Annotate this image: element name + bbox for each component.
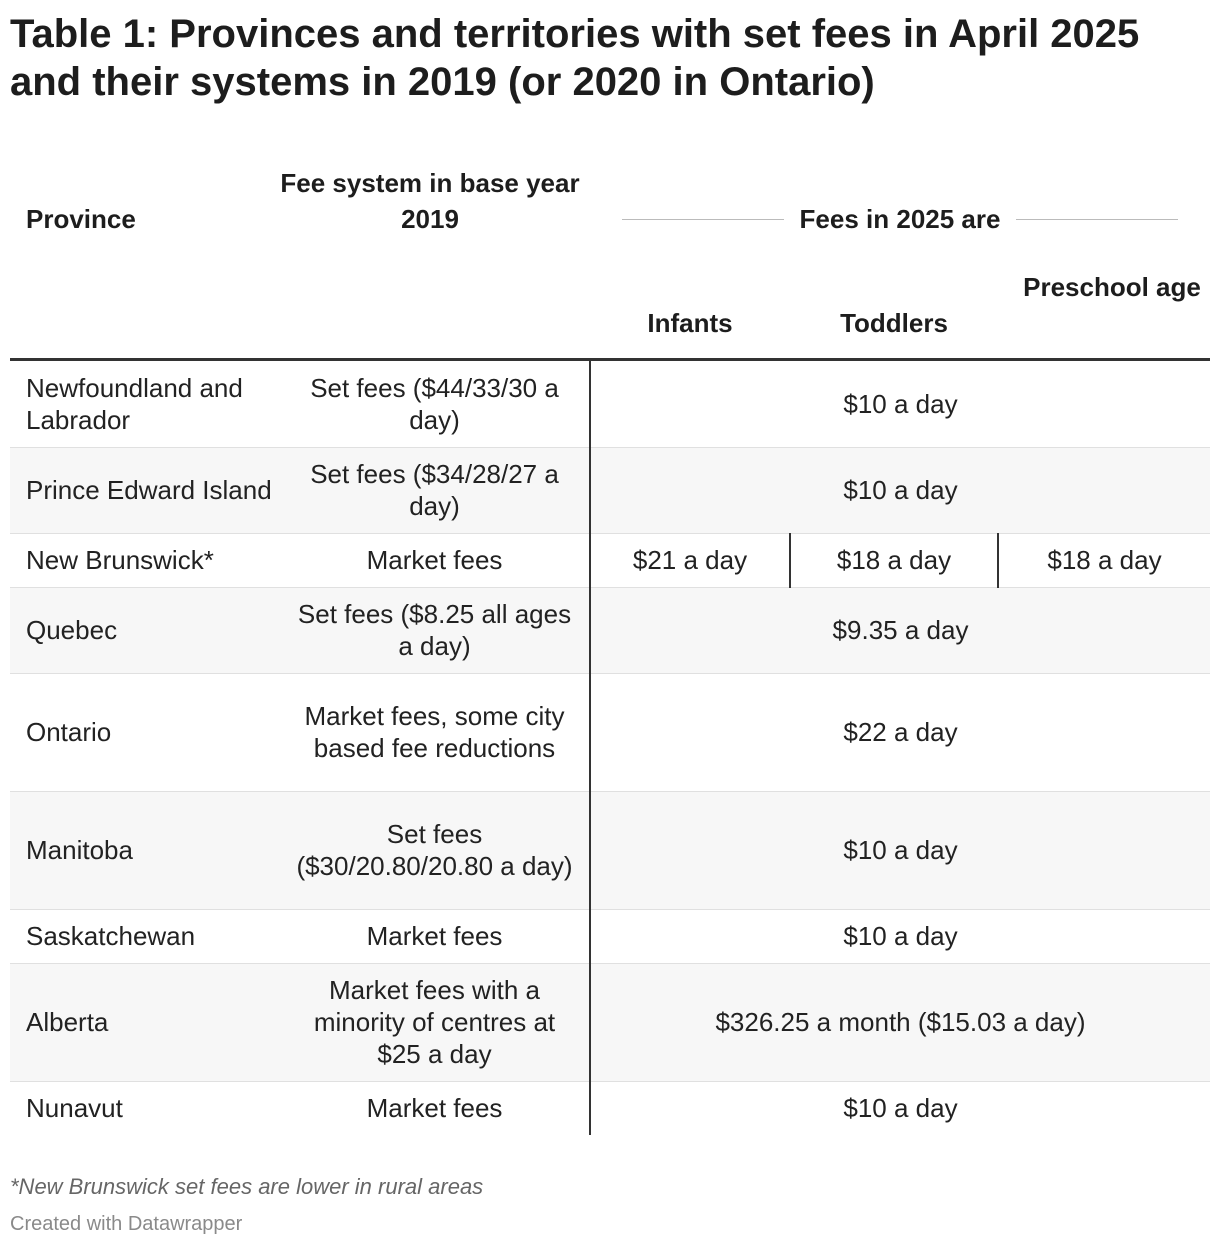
fees-2025-cell: $10 a day xyxy=(843,1093,958,1124)
preschool-fee-cell: $18 a day xyxy=(998,533,1210,587)
table-row xyxy=(10,791,1210,909)
group-rule-left xyxy=(622,219,784,220)
fees-2025-cell: $10 a day xyxy=(590,447,1210,533)
fees-2025-cell: $10 a day xyxy=(590,791,1210,909)
column-group-label: Fees in 2025 are xyxy=(799,204,1001,234)
column-header-infants: Infants xyxy=(647,308,733,338)
datawrapper-credit: Created with Datawrapper xyxy=(10,1213,243,1235)
table-row xyxy=(10,533,1210,587)
table-header xyxy=(10,160,1210,358)
fees-2025-cell: $10 a day xyxy=(590,361,1210,447)
province-cell: Manitoba xyxy=(10,791,280,909)
fee-system-cell: Set fees ($34/28/27 a day) xyxy=(280,447,590,533)
column-header-preschool: Preschool age xyxy=(1023,272,1201,302)
table-title: Table 1: Provinces and territories with set fees in April 2025 and their systems in 2019 (or 2020 in Ontario) xyxy=(10,12,1140,104)
table-row xyxy=(10,587,1210,673)
fee-system-cell: Set fees ($8.25 all ages a day) xyxy=(280,587,590,673)
fee-system-cell: Market fees, some city based fee reductions xyxy=(280,673,590,791)
table-row xyxy=(10,909,1210,963)
fee-system-cell: Set fees ($44/33/30 a day) xyxy=(280,361,590,447)
province-cell: Saskatchewan xyxy=(10,909,280,963)
group-rule-right xyxy=(1016,219,1178,220)
table-row xyxy=(10,1081,1210,1135)
fees-2025-cell: $10 a day xyxy=(590,909,1210,963)
province-cell: New Brunswick* xyxy=(10,533,280,587)
province-cell: Quebec xyxy=(10,587,280,673)
column-header-fee-system: Fee system in base year 2019 xyxy=(280,168,580,234)
column-header-toddlers: Toddlers xyxy=(840,308,948,338)
province-cell: Prince Edward Island xyxy=(10,447,280,533)
fees-2025-cell: $9.35 a day xyxy=(590,587,1210,673)
fee-system-cell: Market fees with a minority of centres at $25 a day xyxy=(280,963,590,1081)
table-row xyxy=(10,673,1210,791)
province-cell: Alberta xyxy=(10,963,280,1081)
table-row xyxy=(10,361,1210,447)
table-row xyxy=(10,963,1210,1081)
column-group-header xyxy=(622,201,1178,237)
toddlers-fee-cell: $18 a day xyxy=(790,533,998,587)
footnote: *New Brunswick set fees are lower in rural areas xyxy=(10,1174,484,1199)
table-row xyxy=(10,447,1210,533)
province-cell: Nunavut xyxy=(26,1093,123,1124)
fees-2025-cell: $22 a day xyxy=(590,673,1210,791)
infants-fee-cell: $21 a day xyxy=(590,533,790,587)
province-cell: Newfoundland and Labrador xyxy=(10,361,280,447)
fees-2025-cell: $326.25 a month ($15.03 a day) xyxy=(590,963,1210,1081)
fee-system-cell: Market fees xyxy=(280,533,590,587)
fee-system-cell: Market fees xyxy=(280,909,590,963)
province-cell: Ontario xyxy=(10,673,280,791)
fee-system-cell: Market fees xyxy=(280,1081,590,1135)
data-table xyxy=(10,361,1210,1135)
column-header-province: Province xyxy=(26,204,136,234)
fee-system-cell: Set fees ($30/20.80/20.80 a day) xyxy=(280,791,590,909)
